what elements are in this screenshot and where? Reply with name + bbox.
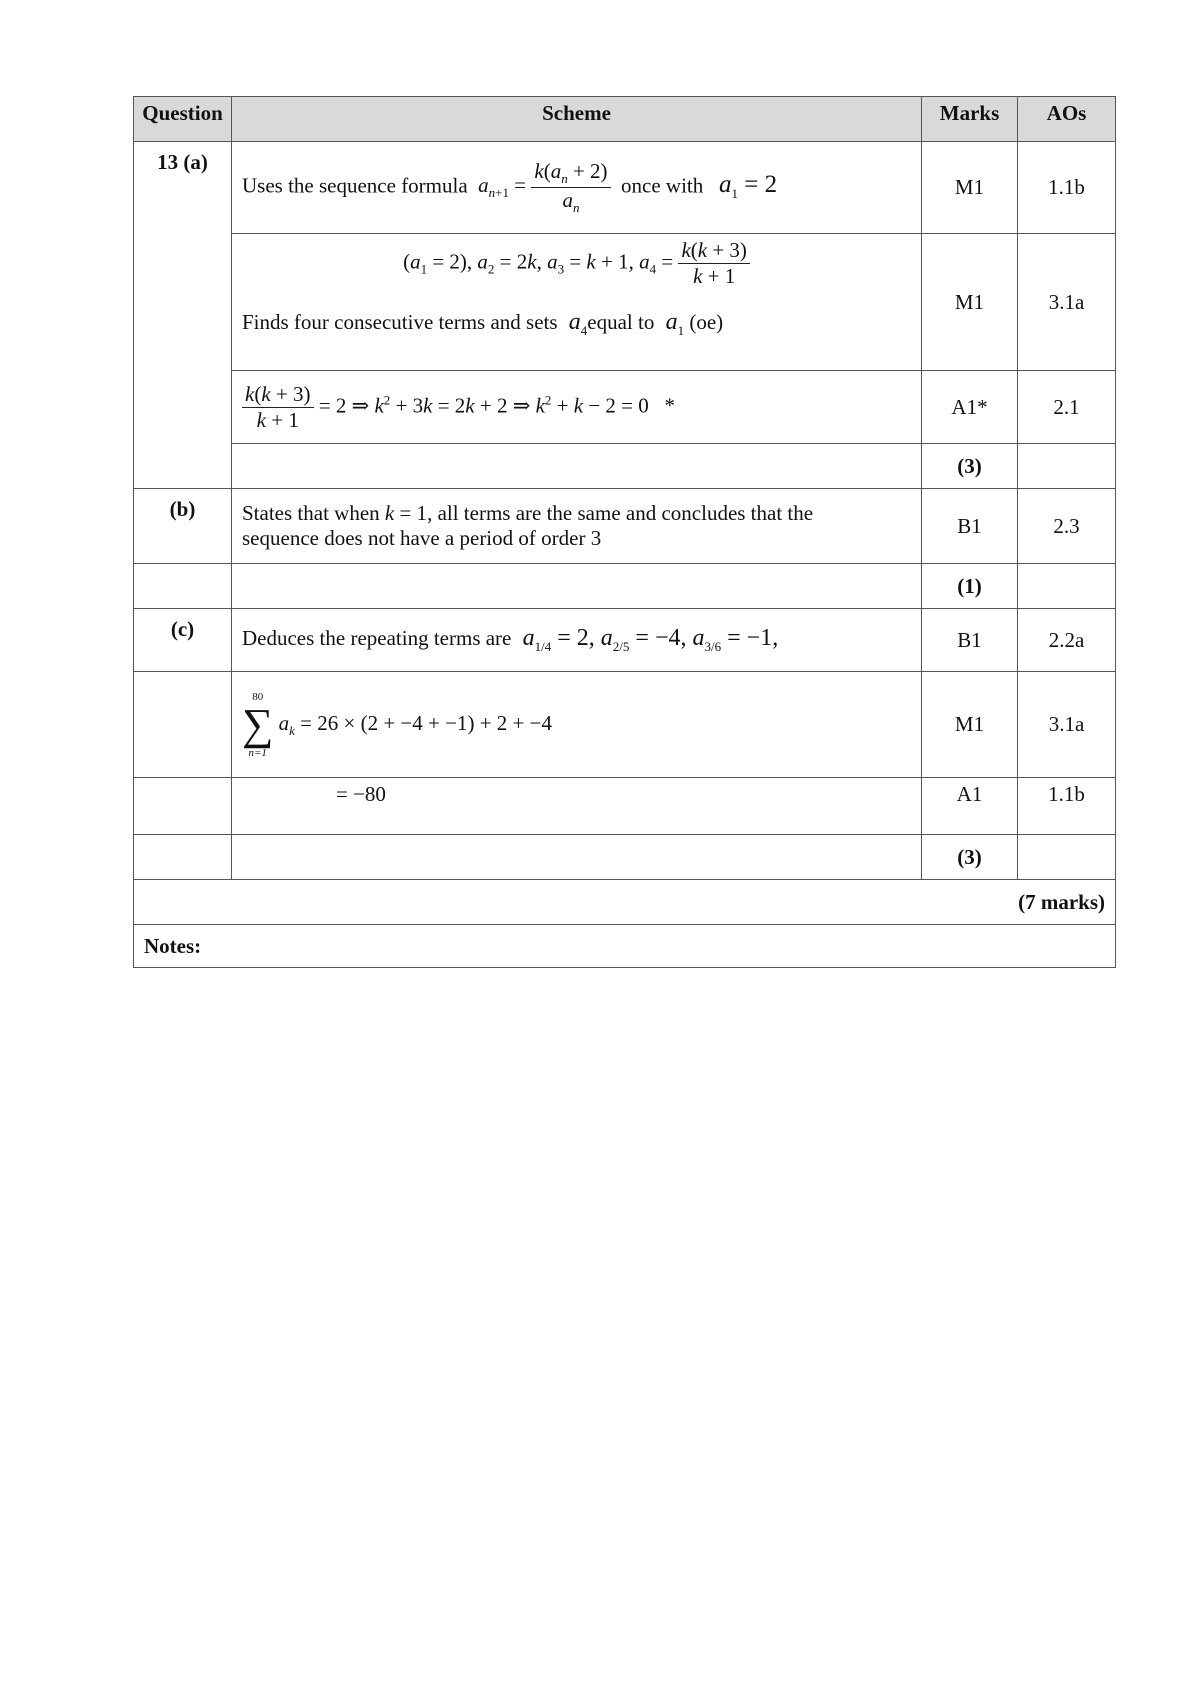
scheme-cell: $\frac{k(k + 3)}{k + 1}$ = 2 ⇒ $k^2 + 3k = 2k + 2$ ⇒ $k^2 + k - 2 = 0$ * bbox=[232, 371, 922, 444]
question-cell bbox=[134, 835, 232, 880]
scheme-cell: States that when k = 1, all terms are the same and concludes that the sequence does not have a period of order 3 bbox=[232, 489, 922, 564]
scheme-cell: $(a_1 = 2)$, $a_2 = 2k$, $a_3 = k + 1$, $a_4$ = $\frac{k(k + 3)}{k + 1}$ Finds four consecutive terms and sets $a_4equal$ to $a_1$ (oe) bbox=[232, 234, 922, 371]
table-row bbox=[134, 609, 1116, 672]
notes-label: Notes: bbox=[134, 925, 1116, 968]
formula: $a_{n+1}$ = $\frac{k(a_n + 2)}{a_n}$ bbox=[473, 173, 616, 197]
table-row bbox=[134, 835, 1116, 880]
ao-cell: 3.1a bbox=[1018, 672, 1116, 778]
ao-cell bbox=[1018, 444, 1116, 489]
table-row bbox=[134, 564, 1116, 609]
header-aos: AOs bbox=[1018, 97, 1116, 142]
mark-subtotal: (3) bbox=[922, 835, 1018, 880]
table-row bbox=[134, 444, 1116, 489]
total-marks: (7 marks) bbox=[134, 880, 1116, 925]
table-row bbox=[134, 489, 1116, 564]
question-cell bbox=[134, 778, 232, 835]
table-row bbox=[134, 234, 1116, 371]
ao-cell bbox=[1018, 835, 1116, 880]
ao-cell: 1.1b bbox=[1018, 778, 1116, 835]
header-scheme: Scheme bbox=[232, 97, 922, 142]
scheme-cell: 80 ∑ n=1 $a_k = 26 \times (2 + -4 + -1) + 2 + -4$ bbox=[232, 672, 922, 778]
question-cell: 13 (a) bbox=[134, 142, 232, 489]
ao-cell: 2.3 bbox=[1018, 489, 1116, 564]
ao-cell bbox=[1018, 564, 1116, 609]
question-cell bbox=[134, 672, 232, 778]
mark-cell: A1 bbox=[922, 778, 1018, 835]
notes-row bbox=[134, 925, 1116, 968]
mark-scheme-table bbox=[133, 96, 1116, 968]
ao-cell: 2.2a bbox=[1018, 609, 1116, 672]
mark-cell: B1 bbox=[922, 609, 1018, 672]
header-row bbox=[134, 97, 1116, 142]
question-cell bbox=[134, 564, 232, 609]
table-row bbox=[134, 371, 1116, 444]
ao-cell: 3.1a bbox=[1018, 234, 1116, 371]
total-row bbox=[134, 880, 1116, 925]
scheme-cell bbox=[232, 444, 922, 489]
mark-subtotal: (3) bbox=[922, 444, 1018, 489]
scheme-cell bbox=[232, 564, 922, 609]
mark-subtotal: (1) bbox=[922, 564, 1018, 609]
terms-formula: $(a_1 = 2)$, $a_2 = 2k$, $a_3 = k + 1$, $a_4$ = $\frac{k(k + 3)}{k + 1}$ bbox=[242, 234, 911, 289]
ao-cell: 2.1 bbox=[1018, 371, 1116, 444]
scheme-cell: = −80 bbox=[232, 778, 922, 835]
summation: 80 ∑ n=1 bbox=[242, 690, 274, 759]
header-question: Question bbox=[134, 97, 232, 142]
header-marks: Marks bbox=[922, 97, 1018, 142]
question-cell: (c) bbox=[134, 609, 232, 672]
question-cell: (b) bbox=[134, 489, 232, 564]
mark-cell: B1 bbox=[922, 489, 1018, 564]
scheme-cell: Deduces the repeating terms are $a_{1/4} = 2$, $a_{2/5} = -4$, $a_{3/6} = -1$, bbox=[232, 609, 922, 672]
table-row bbox=[134, 778, 1116, 835]
mark-cell: M1 bbox=[922, 142, 1018, 234]
table-row bbox=[134, 142, 1116, 234]
mark-cell: M1 bbox=[922, 672, 1018, 778]
mark-cell: M1 bbox=[922, 234, 1018, 371]
scheme-cell bbox=[232, 835, 922, 880]
scheme-cell: Uses the sequence formula $a_{n+1}$ = $\frac{k(a_n + 2)}{a_n}$ once with $a_1 = 2$ bbox=[232, 142, 922, 234]
ao-cell: 1.1b bbox=[1018, 142, 1116, 234]
table-row bbox=[134, 672, 1116, 778]
mark-cell: A1* bbox=[922, 371, 1018, 444]
